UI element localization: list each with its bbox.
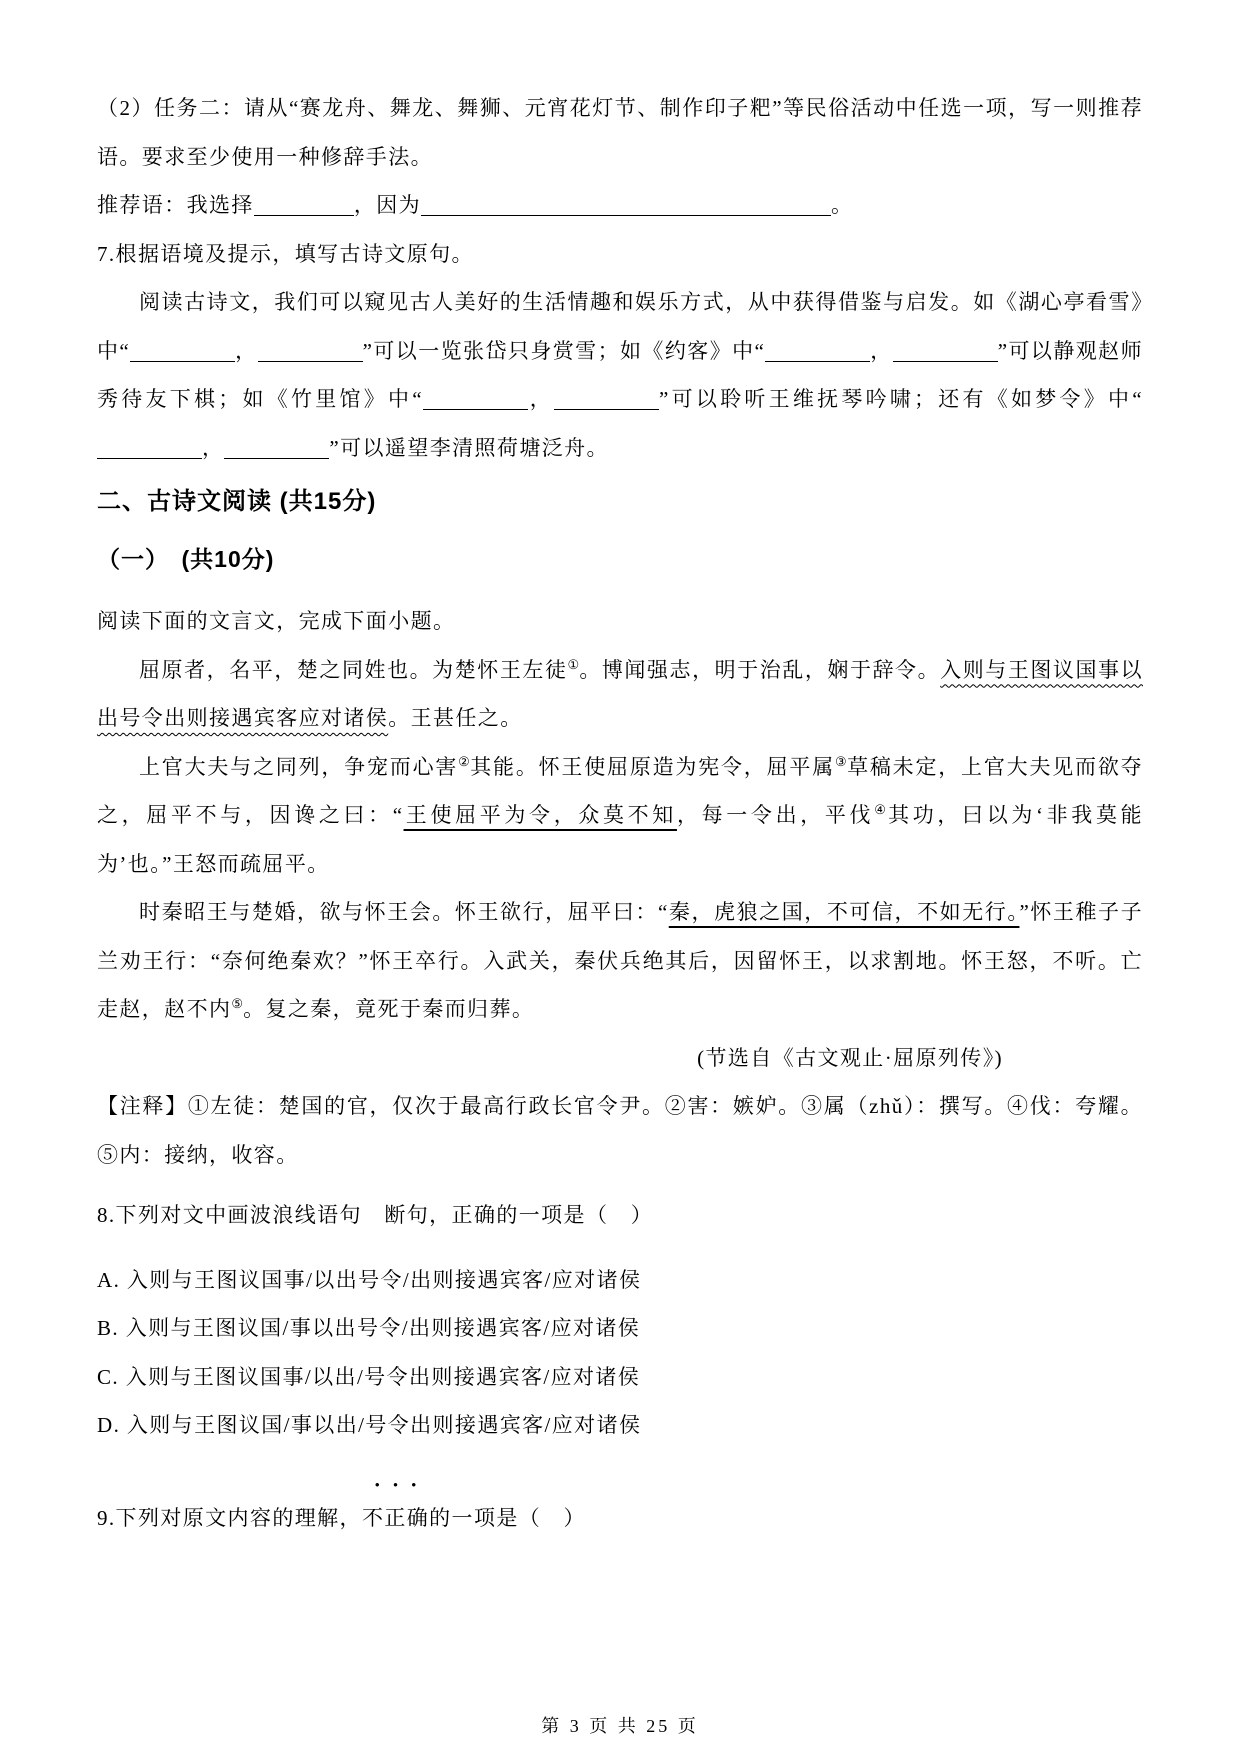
q7-title: 7.根据语境及提示，填写古诗文原句。 [97,241,474,266]
footnote-ref-4: ④ [874,802,889,817]
p1-seg: 。王甚任之。 [388,706,523,730]
passage-intro: 阅读下面的文言文，完成下面小题。 [97,609,456,633]
q9-prefix: 9.下列对原文内容的理解， [97,1505,362,1530]
q7-comma: ， [235,338,258,363]
q7-comma: ， [527,387,555,411]
p1-seg: 屈原者，名平，楚之同姓也。为楚怀王左徒 [139,657,568,682]
emphasis-dots: ••• [374,1477,430,1494]
p2-seg: ，每一令出，平伐 [676,803,875,827]
q8-option-a: A. 入则与王图议国事/以出号令/出则接遇宾客/应对诸侯 [97,1267,642,1292]
fill-blank-verse [258,340,363,362]
q9-title [97,1477,1143,1543]
q8-option-c: C. 入则与王图议国事/以出/号令出则接遇宾客/应对诸侯 [97,1364,641,1389]
p3-seg: 。复之秦，竟死于秦而归葬。 [243,997,535,1021]
footnote-ref-5: ⑤ [231,996,244,1011]
q7-seg: ”可以遥望李清照荷塘泛舟。 [329,435,609,460]
fill-blank-verse [224,437,329,459]
exam-content [97,0,1143,1542]
p1-seg: 。博闻强志，明于治乱，娴于辞令。 [579,657,941,682]
rec-middle: ，因为 [353,193,422,217]
fill-blank-reason [421,194,831,216]
fill-blank-verse [765,340,870,362]
section2-heading: 二、古诗文阅读 (共15分) [97,488,377,515]
passage-paragraph-3 [97,888,1143,1034]
q9-emphasis-text: 不正确 [361,1505,430,1530]
rec-prefix: 推荐语：我选择 [97,193,254,217]
recommendation-line [97,181,1143,230]
q7-comma: ， [870,338,893,363]
task2-text: （2）任务二：请从“赛龙舟、舞龙、舞狮、元宵花灯节、制作印子粑”等民俗活动中任选一项，写一则推荐语。要求至少使用一种修辞手法。 [97,96,1143,169]
fill-blank-verse [554,388,659,410]
q7-seg: ”可以聆听王维抚琴吟啸；还有《如梦令》中“ [659,387,1143,411]
fill-blank-choice [254,194,354,216]
q7-comma: ， [202,435,225,460]
passage-paragraph-1 [97,646,1143,743]
q9-emphasized-word [361,1477,430,1543]
p2-underlined: 王使屈平为令，众莫不知 [403,803,677,827]
q7-paragraph [97,278,1143,472]
p3-seg: ”怀王稚子子兰劝王行：“奈何绝秦欢？”怀王卒行。入武关，秦伏兵绝其后，因留怀王，以求割地。怀王怒，不听。亡走赵，赵不内 [97,900,1144,1021]
p3-seg: 时秦昭王与楚婚，欲与怀王会。怀王欲行，屈平曰：“ [139,900,669,924]
fill-blank-verse [97,437,202,459]
p1-wavy-underlined: 入则与王图议国事以出号令出则接遇宾客应对诸侯 [97,657,1143,730]
p2-seg: 其能。怀王使屈原造为宪令，屈平属 [470,754,835,779]
passage-notes: 【注释】①左徒：楚国的官，仅次于最高行政长官令尹。②害：嫉妒。③属（zhǔ）：撰写。④伐：夸耀。⑤内：接纳，收容。 [97,1094,1143,1167]
fill-blank-verse [893,340,998,362]
q8-title: 8.下列对文中画波浪线语句 断句，正确的一项是（ ） [97,1203,654,1227]
rec-end: 。 [831,193,854,217]
p2-seg: 草稿未定，上官大夫见而欲夺之，屈平不与，因谗之曰：“ [97,754,1144,827]
footnote-ref-1: ① [567,656,580,672]
p2-seg: 其功，曰以为‘非我莫能为’也。”王怒而疏屈平。 [97,803,1143,876]
q7-seg: 阅读古诗文，我们可以窥见古人美好的生活情趣和娱乐方式，从中获得借鉴与启发。如《湖心亭看雪》中“ [97,290,1143,363]
task2-paragraph [97,84,1143,181]
passage-paragraph-2 [97,743,1143,889]
footnote-ref-3: ③ [835,753,848,769]
q9-suffix: 的一项是（ ） [429,1505,586,1530]
q7-seg: ”可以静观赵师秀待友下棋；如《竹里馆》中“ [97,338,1143,411]
fill-blank-verse [130,340,235,362]
page-footer: 第 3 页 共 25 页 [541,1716,699,1736]
q8-option-b: B. 入则与王图议国/事以出号令/出则接遇宾客/应对诸侯 [97,1316,641,1340]
passage-source: (节选自《古文观止·屈原列传》) [697,1045,1003,1070]
fill-blank-verse [423,388,528,410]
q7-seg: ”可以一览张岱只身赏雪；如《约客》中“ [362,338,766,363]
p3-underlined: 秦，虎狼之国，不可信，不如无行。 [668,900,1020,924]
p2-seg: 上官大夫与之同列，争宠而心害 [139,754,459,779]
part1-heading: （一） (共10分) [97,546,275,572]
footnote-ref-2: ② [458,753,471,769]
q8-option-d: D. 入则与王图议国/事以出/号令出则接遇宾客/应对诸侯 [97,1413,642,1437]
